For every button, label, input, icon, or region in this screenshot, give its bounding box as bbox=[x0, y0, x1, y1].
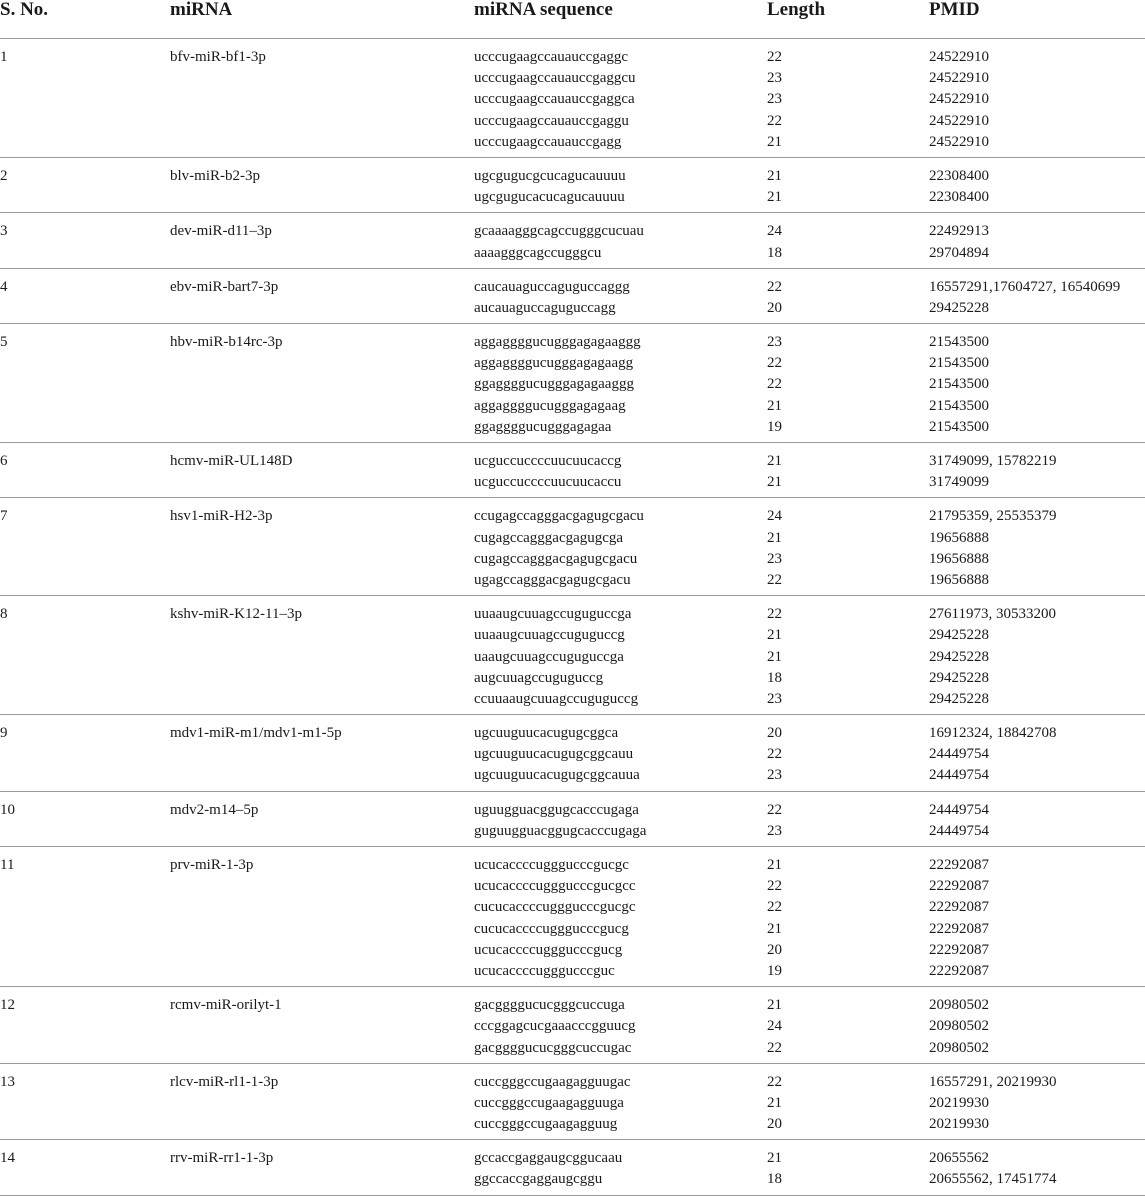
pmid: 29425228 bbox=[929, 690, 989, 707]
sequence-length: 23 bbox=[767, 91, 782, 108]
sequence-length: 22 bbox=[767, 1039, 782, 1056]
sequence-length: 20 bbox=[767, 725, 782, 742]
sequence-length: 20 bbox=[767, 1116, 782, 1133]
pmid: 24522910 bbox=[929, 70, 989, 87]
sequence-line bbox=[0, 332, 1145, 353]
sequence-length: 21 bbox=[767, 167, 782, 184]
sequence-length: 21 bbox=[767, 529, 782, 546]
sequence-length: 21 bbox=[767, 1150, 782, 1167]
sequence-length: 18 bbox=[767, 244, 782, 261]
sequence-line bbox=[0, 298, 1145, 319]
mirna-sequence: ucucaccccugggucccgucgcc bbox=[474, 878, 636, 895]
mirna-sequence: guguugguacggugcacccugaga bbox=[474, 822, 647, 839]
pmid: 29425228 bbox=[929, 299, 989, 316]
pmid: 22292087 bbox=[929, 920, 989, 937]
pmid: 20219930 bbox=[929, 1116, 989, 1133]
pmid: 24522910 bbox=[929, 112, 989, 129]
sequence-line bbox=[0, 800, 1145, 821]
pmid: 27611973, 30533200 bbox=[929, 606, 1056, 623]
table-row bbox=[0, 987, 1145, 1064]
pmid: 24522910 bbox=[929, 49, 989, 65]
mirna-sequence: ucccugaagccauauccgaggu bbox=[474, 112, 629, 129]
sequence-length: 22 bbox=[767, 801, 782, 818]
sequence-length: 21 bbox=[767, 189, 782, 206]
sequence-length: 22 bbox=[767, 49, 782, 65]
sequence-line bbox=[0, 1016, 1145, 1037]
mirna-sequence: cugagccagggacgagugcga bbox=[474, 529, 624, 546]
serial-number: 6 bbox=[0, 453, 8, 469]
pmid: 22292087 bbox=[929, 962, 989, 979]
pmid: 20980502 bbox=[929, 997, 989, 1014]
mirna-sequence: augcuuagccuguguccg bbox=[474, 669, 604, 686]
sequence-line bbox=[0, 528, 1145, 549]
mirna-sequence: aggaggggucugggagagaag bbox=[474, 397, 626, 414]
mirna-name: mdv2-m14–5p bbox=[170, 801, 259, 818]
mirna-sequence: ugcuuguucacugugcggca bbox=[474, 725, 619, 742]
sequence-length: 21 bbox=[767, 857, 782, 873]
sequence-line bbox=[0, 353, 1145, 374]
sequence-line bbox=[0, 765, 1145, 786]
mirna-name: rlcv-miR-rl1-1-3p bbox=[170, 1073, 279, 1090]
pmid: 24522910 bbox=[929, 133, 989, 150]
mirna-sequence: ucucaccccugggucccguc bbox=[474, 962, 615, 979]
sequence-line bbox=[0, 919, 1145, 940]
mirna-sequence: gccaccgaggaugcggucaau bbox=[474, 1150, 623, 1167]
serial-number: 7 bbox=[0, 508, 8, 525]
pmid: 19656888 bbox=[929, 529, 989, 546]
pmid: 21543500 bbox=[929, 355, 989, 372]
sequence-line bbox=[0, 166, 1145, 187]
serial-number: 10 bbox=[0, 801, 15, 818]
table-row bbox=[0, 158, 1145, 213]
sequence-line bbox=[0, 111, 1145, 132]
sequence-length: 22 bbox=[767, 278, 782, 295]
mirna-sequence: ccuuaaugcuuagccuguguccg bbox=[474, 690, 639, 707]
pmid: 31749099 bbox=[929, 474, 989, 491]
sequence-length: 23 bbox=[767, 690, 782, 707]
sequence-length: 21 bbox=[767, 453, 782, 469]
sequence-length: 21 bbox=[767, 133, 782, 150]
serial-number: 2 bbox=[0, 167, 8, 184]
pmid: 22308400 bbox=[929, 167, 989, 184]
header-sequence: miRNA sequence bbox=[474, 0, 613, 20]
mirna-sequence: ucccugaagccauauccgaggcu bbox=[474, 70, 636, 87]
pmid: 22308400 bbox=[929, 189, 989, 206]
pmid: 20655562 bbox=[929, 1150, 989, 1167]
sequence-length: 18 bbox=[767, 669, 782, 686]
sequence-length: 23 bbox=[767, 70, 782, 87]
sequence-line bbox=[0, 876, 1145, 897]
serial-number: 11 bbox=[0, 857, 15, 873]
sequence-length: 21 bbox=[767, 627, 782, 644]
pmid: 22292087 bbox=[929, 878, 989, 895]
mirna-sequence: cucucaccccugggucccgucg bbox=[474, 920, 629, 937]
pmid: 20980502 bbox=[929, 1039, 989, 1056]
sequence-length: 22 bbox=[767, 376, 782, 393]
table-row bbox=[0, 269, 1145, 324]
mirna-sequence: ugcgugucgcucagucauuuu bbox=[474, 167, 626, 184]
sequence-length: 19 bbox=[767, 418, 782, 435]
sequence-length: 23 bbox=[767, 334, 782, 351]
table-row bbox=[0, 1140, 1145, 1195]
mirna-sequence: ccugagccagggacgagugcgacu bbox=[474, 508, 644, 525]
sequence-length: 21 bbox=[767, 397, 782, 414]
pmid: 22292087 bbox=[929, 899, 989, 916]
serial-number: 13 bbox=[0, 1073, 15, 1090]
sequence-line bbox=[0, 417, 1145, 438]
table-row bbox=[0, 715, 1145, 792]
pmid: 29425228 bbox=[929, 648, 989, 665]
sequence-length: 24 bbox=[767, 223, 782, 240]
sequence-length: 23 bbox=[767, 550, 782, 567]
mirna-name: ebv-miR-bart7-3p bbox=[170, 278, 279, 295]
pmid: 24449754 bbox=[929, 822, 989, 839]
sequence-line bbox=[0, 897, 1145, 918]
sequence-line bbox=[0, 89, 1145, 110]
pmid: 16557291, 20219930 bbox=[929, 1073, 1057, 1090]
serial-number: 3 bbox=[0, 223, 8, 240]
table-row bbox=[0, 792, 1145, 847]
pmid: 24449754 bbox=[929, 801, 989, 818]
sequence-line bbox=[0, 689, 1145, 710]
sequence-length: 22 bbox=[767, 571, 782, 588]
pmid: 24449754 bbox=[929, 746, 989, 763]
pmid: 22292087 bbox=[929, 941, 989, 958]
pmid: 21543500 bbox=[929, 334, 989, 351]
pmid: 29704894 bbox=[929, 244, 989, 261]
mirna-name: kshv-miR-K12-11–3p bbox=[170, 606, 302, 623]
sequence-line bbox=[0, 570, 1145, 591]
mirna-name: hbv-miR-b14rc-3p bbox=[170, 334, 283, 351]
mirna-sequence: cuccgggccugaagagguug bbox=[474, 1116, 618, 1133]
mirna-name: rrv-miR-rr1-1-3p bbox=[170, 1150, 274, 1167]
mirna-sequence: ggccaccgaggaugcggu bbox=[474, 1171, 603, 1188]
sequence-line bbox=[0, 221, 1145, 242]
sequence-line bbox=[0, 1169, 1145, 1190]
sequence-length: 23 bbox=[767, 822, 782, 839]
pmid: 21795359, 25535379 bbox=[929, 508, 1057, 525]
table-row bbox=[0, 847, 1145, 987]
sequence-line bbox=[0, 374, 1145, 395]
sequence-line bbox=[0, 187, 1145, 208]
serial-number: 1 bbox=[0, 49, 8, 65]
mirna-sequence: ucguccuccccuucuucaccg bbox=[474, 453, 622, 469]
mirna-sequence: gcaaaagggcagccugggcucuau bbox=[474, 223, 644, 240]
sequence-line bbox=[0, 243, 1145, 264]
sequence-line bbox=[0, 68, 1145, 89]
mirna-sequence: aaaagggcagccugggcu bbox=[474, 244, 602, 261]
sequence-line bbox=[0, 1148, 1145, 1169]
pmid: 19656888 bbox=[929, 571, 989, 588]
sequence-line bbox=[0, 723, 1145, 744]
mirna-sequence: cugagccagggacgagugcgacu bbox=[474, 550, 638, 567]
mirna-sequence: ucccugaagccauauccgagg bbox=[474, 133, 622, 150]
pmid: 20219930 bbox=[929, 1094, 989, 1111]
sequence-line bbox=[0, 132, 1145, 153]
sequence-length: 22 bbox=[767, 355, 782, 372]
mirna-name: bfv-miR-bf1-3p bbox=[170, 49, 266, 65]
mirna-sequence: ucccugaagccauauccgaggc bbox=[474, 49, 629, 65]
sequence-length: 22 bbox=[767, 899, 782, 916]
mirna-sequence: aucauaguccaguguccagg bbox=[474, 299, 616, 316]
sequence-length: 21 bbox=[767, 920, 782, 937]
serial-number: 9 bbox=[0, 725, 8, 742]
mirna-sequence: gacggggucucgggcuccugac bbox=[474, 1039, 632, 1056]
mirna-name: mdv1-miR-m1/mdv1-m1-5p bbox=[170, 725, 342, 742]
mirna-sequence: ucucaccccugggucccgucg bbox=[474, 941, 623, 958]
mirna-name: dev-miR-d11–3p bbox=[170, 223, 272, 240]
mirna-name: prv-miR-1-3p bbox=[170, 857, 254, 873]
mirna-name: blv-miR-b2-3p bbox=[170, 167, 260, 184]
pmid: 29425228 bbox=[929, 627, 989, 644]
table-row bbox=[0, 213, 1145, 268]
sequence-line bbox=[0, 625, 1145, 646]
pmid: 21543500 bbox=[929, 397, 989, 414]
mirna-sequence: caucauaguccaguguccaggg bbox=[474, 278, 630, 295]
sequence-line bbox=[0, 821, 1145, 842]
sequence-length: 22 bbox=[767, 878, 782, 895]
table-row bbox=[0, 39, 1145, 158]
table-row bbox=[0, 443, 1145, 498]
sequence-line bbox=[0, 451, 1145, 472]
sequence-line bbox=[0, 472, 1145, 493]
sequence-length: 19 bbox=[767, 962, 782, 979]
sequence-length: 22 bbox=[767, 746, 782, 763]
mirna-sequence: uuaaugcuuagccuguguccg bbox=[474, 627, 625, 644]
sequence-length: 21 bbox=[767, 474, 782, 491]
sequence-line bbox=[0, 961, 1145, 982]
sequence-line bbox=[0, 940, 1145, 961]
mirna-sequence: cucucaccccugggucccgucgc bbox=[474, 899, 636, 916]
sequence-length: 21 bbox=[767, 648, 782, 665]
header-length: Length bbox=[767, 0, 826, 20]
mirna-sequence: ucucaccccugggucccgucgc bbox=[474, 857, 629, 873]
table-header bbox=[0, 0, 1145, 39]
sequence-length: 18 bbox=[767, 1171, 782, 1188]
sequence-line bbox=[0, 549, 1145, 570]
serial-number: 14 bbox=[0, 1150, 15, 1167]
sequence-line bbox=[0, 1093, 1145, 1114]
sequence-length: 22 bbox=[767, 112, 782, 129]
sequence-length: 23 bbox=[767, 767, 782, 784]
sequence-length: 21 bbox=[767, 997, 782, 1014]
pmid: 20655562, 17451774 bbox=[929, 1171, 1057, 1188]
sequence-length: 24 bbox=[767, 508, 782, 525]
mirna-sequence: ugagccagggacgagugcgacu bbox=[474, 571, 631, 588]
mirna-sequence: cuccgggccugaagagguuga bbox=[474, 1094, 624, 1111]
sequence-line bbox=[0, 47, 1145, 68]
sequence-line bbox=[0, 647, 1145, 668]
pmid: 16912324, 18842708 bbox=[929, 725, 1057, 742]
serial-number: 12 bbox=[0, 997, 15, 1014]
mirna-sequence: cccggagcucgaaacccgguucg bbox=[474, 1018, 636, 1035]
sequence-line bbox=[0, 506, 1145, 527]
table-row bbox=[0, 596, 1145, 715]
pmid: 16557291,17604727, 16540699 bbox=[929, 278, 1121, 295]
sequence-line bbox=[0, 396, 1145, 417]
mirna-sequence: ugcgugucacucagucauuuu bbox=[474, 189, 625, 206]
sequence-length: 24 bbox=[767, 1018, 782, 1035]
pmid: 24522910 bbox=[929, 91, 989, 108]
mirna-sequence: uguugguacggugcacccugaga bbox=[474, 801, 639, 818]
mirna-sequence: ggaggggucugggagagaa bbox=[474, 418, 612, 435]
mirna-sequence: gacggggucucgggcuccuga bbox=[474, 997, 625, 1014]
pmid: 22292087 bbox=[929, 857, 989, 873]
mirna-sequence: ucccugaagccauauccgaggca bbox=[474, 91, 635, 108]
header-pmid: PMID bbox=[929, 0, 980, 20]
pmid: 22492913 bbox=[929, 223, 989, 240]
sequence-line bbox=[0, 1114, 1145, 1135]
mirna-sequence: uuaaugcuuagccuguguccga bbox=[474, 606, 632, 623]
mirna-name: hsv1-miR-H2-3p bbox=[170, 508, 273, 525]
sequence-line bbox=[0, 668, 1145, 689]
mirna-name: rcmv-miR-orilyt-1 bbox=[170, 997, 282, 1014]
pmid: 24449754 bbox=[929, 767, 989, 784]
mirna-sequence: ucguccuccccuucuucaccu bbox=[474, 474, 622, 491]
sequence-line bbox=[0, 744, 1145, 765]
sequence-length: 22 bbox=[767, 606, 782, 623]
serial-number: 5 bbox=[0, 334, 8, 351]
pmid: 20980502 bbox=[929, 1018, 989, 1035]
serial-number: 8 bbox=[0, 606, 8, 623]
sequence-line bbox=[0, 995, 1145, 1016]
mirna-sequence: ggaggggucugggagagaaggg bbox=[474, 376, 634, 393]
table-row bbox=[0, 1064, 1145, 1141]
pmid: 29425228 bbox=[929, 669, 989, 686]
table-row bbox=[0, 324, 1145, 443]
sequence-line bbox=[0, 277, 1145, 298]
pmid: 19656888 bbox=[929, 550, 989, 567]
mirna-sequence: ugcuuguucacugugcggcauua bbox=[474, 767, 640, 784]
sequence-line bbox=[0, 855, 1145, 876]
sequence-line bbox=[0, 1038, 1145, 1059]
mirna-sequence: ugcuuguucacugugcggcauu bbox=[474, 746, 634, 763]
pmid: 21543500 bbox=[929, 418, 989, 435]
pmid: 31749099, 15782219 bbox=[929, 453, 1057, 469]
sequence-length: 21 bbox=[767, 1094, 782, 1111]
mirna-sequence: aggaggggucugggagagaagg bbox=[474, 355, 634, 372]
header-sno: S. No. bbox=[0, 0, 49, 20]
pmid: 21543500 bbox=[929, 376, 989, 393]
mirna-name: hcmv-miR-UL148D bbox=[170, 453, 293, 469]
table-body bbox=[0, 39, 1145, 1196]
sequence-length: 22 bbox=[767, 1073, 782, 1090]
sequence-length: 20 bbox=[767, 299, 782, 316]
mirna-sequence: uaaugcuuagccuguguccga bbox=[474, 648, 624, 665]
mirna-sequence: aggaggggucugggagagaaggg bbox=[474, 334, 641, 351]
serial-number: 4 bbox=[0, 278, 8, 295]
header-mirna: miRNA bbox=[170, 0, 233, 20]
table-row bbox=[0, 498, 1145, 596]
sequence-line bbox=[0, 604, 1145, 625]
sequence-line bbox=[0, 1072, 1145, 1093]
sequence-length: 20 bbox=[767, 941, 782, 958]
mirna-sequence: cuccgggccugaagagguugac bbox=[474, 1073, 631, 1090]
